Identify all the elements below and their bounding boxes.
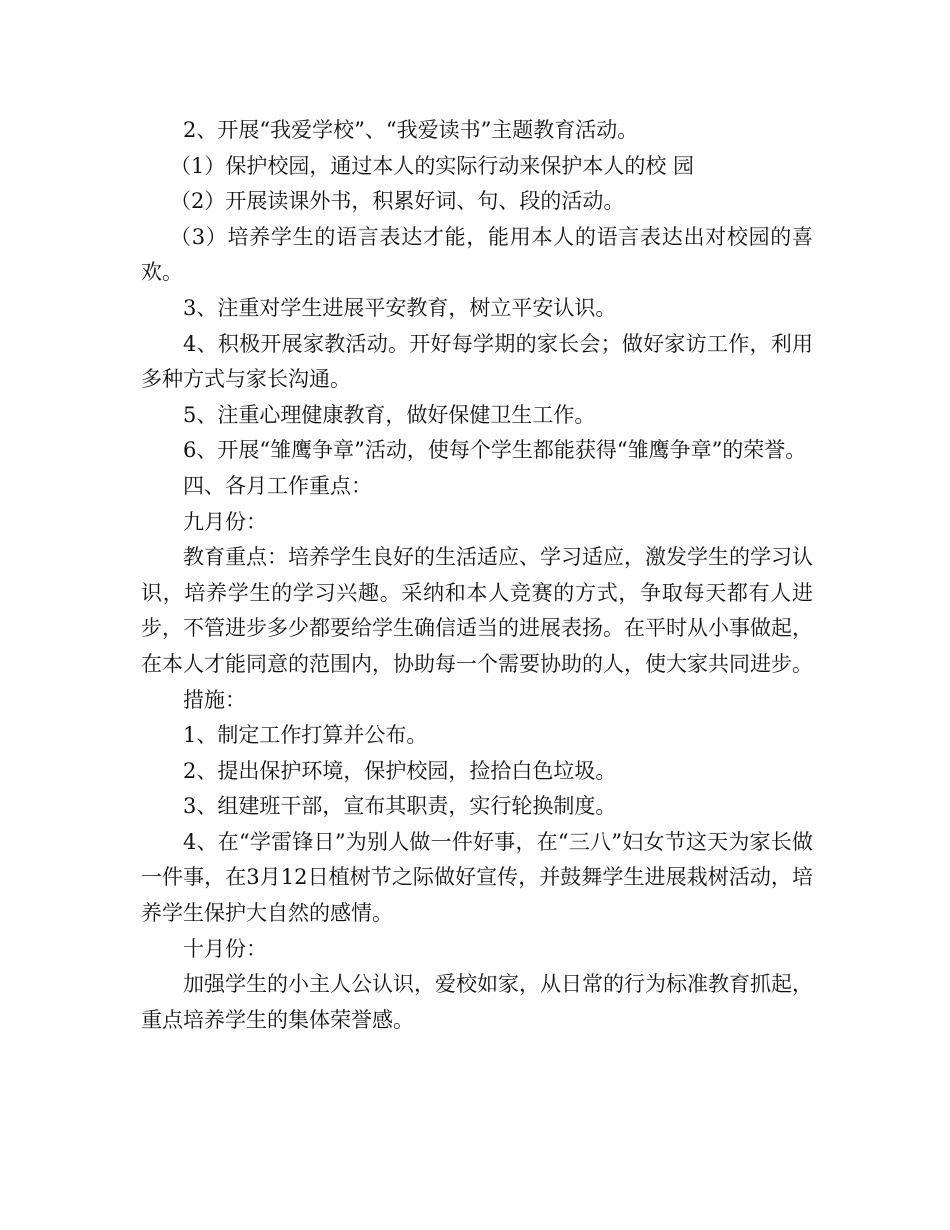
month-heading-october: 十月份： [183,936,267,961]
paragraph-mental-health: 5、注重心理健康教育，做好保健卫生工作。 [183,402,596,427]
measure-item-2: 2、提出保护环境，保护校园，捡拾白色垃圾。 [183,758,617,783]
paragraph-item-1: （1）保护校园，通过本人的实际行动来保护本人的校 园 [170,153,695,178]
paragraph-eagle-badge: 6、开展“雏鹰争章”活动，使每个学生都能获得“雏鹰争章”的荣誉。 [183,438,807,463]
document-body [141,113,813,1038]
paragraph-september-focus: 教育重点：培养学生良好的生活适应、学习适应，激发学生的学习认识，培养学生的学习兴趣。采纳和本人竞赛的方式，争取每天都有人进步，不管进步多少都要给学生确信适当的进展表扬。在平时从小事做起，在本人才能同意的范围内，协助每一个需要协助的人，使大家共同进步。 [141,545,813,676]
paragraph-october-focus: 加强学生的小主人公认识，爱校如家，从日常的行为标准教育抓起，重点培养学生的集体荣誉感。 [141,972,813,1032]
month-heading-september: 九月份： [183,509,267,534]
measure-item-4: 4、在“学雷锋日”为别人做一件好事，在“三八”妇女节这天为家长做一件事，在3月12日植树节之际做好宣传，并鼓舞学生进展栽树活动，培养学生保护大自然的感情。 [141,829,813,926]
heading-measures: 措施： [183,687,246,712]
section-heading-monthly-focus: 四、各月工作重点： [183,473,372,498]
paragraph-item-3: （3）培养学生的语言表达才能，能用本人的语言表达出对校园的喜欢。 [141,224,813,285]
paragraph-item-2: （2）开展读课外书，积累好词、句、段的活动。 [170,189,625,214]
paragraph-family-education: 4、积极开展家教活动。开好每学期的家长会；做好家访工作，利用多种方式与家长沟通。 [141,331,813,392]
measure-item-1: 1、制定工作打算并公布。 [183,723,428,748]
paragraph-activity-theme: 2、开展“我爱学校”、“我爱读书”主题教育活动。 [183,118,639,142]
measure-item-3: 3、组建班干部，宣布其职责，实行轮换制度。 [183,794,617,819]
paragraph-safety-education: 3、注重对学生进展平安教育，树立平安认识。 [183,295,617,320]
